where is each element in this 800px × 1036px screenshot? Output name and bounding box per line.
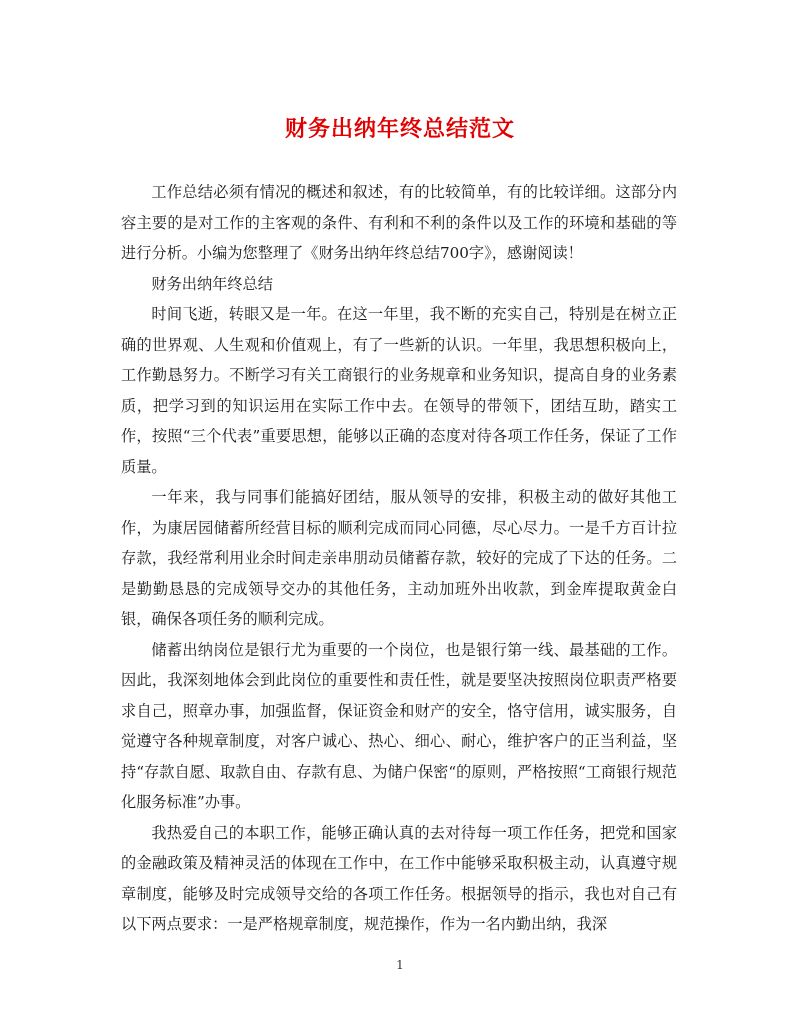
paragraph-1: 时间飞逝，转眼又是一年。在这一年里，我不断的充实自己，特别是在树立正确的世界观、人生观和价值观上，有了一些新的认识。一年里，我思想积极向上，工作勤恳努力。不断学习有关工商银行的业务规章和业务知识，提高自身的业务素质，把学习到的知识运用在实际工作中去。在领导的带领下，团结互助，踏实工作，按照“三个代表”重要思想，能够以正确的态度对待各项工作任务，保证了工作质量。 [121,305,677,476]
paragraph-2: 一年来，我与同事们能搞好团结，服从领导的安排，积极主动的做好其他工作，为康居园储蓄所经营目标的顺利完成而同心同德，尽心尽力。一是千方百计拉存款，我经常利用业余时间走亲串朋动员储蓄存款，较好的完成了下达的任务。二是勤勤恳恳的完成领导交办的其他任务，主动加班外出收款，到金库提取黄金白银，确保各项任务的顺利完成。 [121,488,677,628]
document-body [121,177,677,940]
document-title: 财务出纳年终总结范文 [284,117,515,142]
paragraph-intro: 工作总结必须有情况的概述和叙述，有的比较简单，有的比较详细。这部分内容主要的是对工作的主客观的条件、有利和不利的条件以及工作的环境和基础的等进行分析。小编为您整理了《财务出纳年终总结700字》，感谢阅读！ [121,183,677,262]
paragraph-subheading: 财务出纳年终总结 [151,274,273,293]
page-number: 1 [396,958,404,972]
paragraph-3: 储蓄出纳岗位是银行尤为重要的一个岗位，也是银行第一线、最基础的工作。因此，我深刻地体会到此岗位的重要性和责任性，就是要坚决按照岗位职责严格要求自己，照章办事，加强监督，保证资金和财产的安全，恪守信用，诚实服务，自觉遵守各种规章制度，对客户诚心、热心、细心、耐心，维护客户的正当利益，坚持“存款自愿、取款自由、存款有息、为储户保密“的原则，严格按照“工商银行规范化服务标准”办事。 [121,640,677,811]
paragraph-4: 我热爱自己的本职工作，能够正确认真的去对待每一项工作任务，把党和国家的金融政策及精神灵活的体现在工作中，在工作中能够采取积极主动，认真遵守规章制度，能够及时完成领导交给的各项工作任务。根据领导的指示，我也对自己有以下两点要求：一是严格规章制度，规范操作，作为一名内勤出纳，我深 [121,823,677,933]
